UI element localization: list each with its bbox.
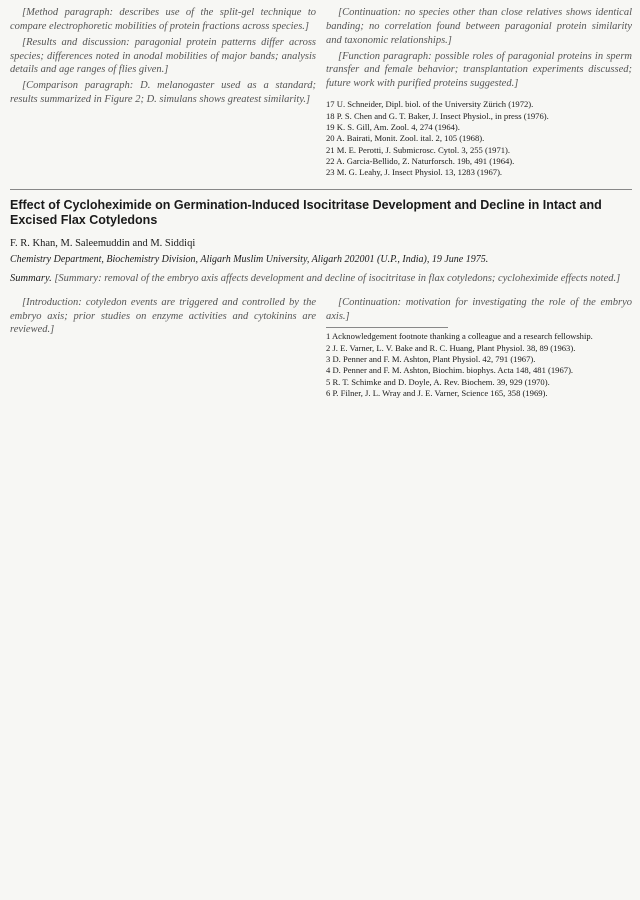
divider bbox=[10, 189, 632, 190]
reference: 21 M. E. Perotti, J. Submicrosc. Cytol. 3, 255 (1971). bbox=[326, 144, 511, 155]
paragraph: [Function paragraph: possible roles of paragonial proteins in sperm transfer and female behavior; transplantation experiments discussed; future work with purified proteins suggested.] bbox=[326, 50, 632, 90]
footnote: 2 J. E. Varner, L. V. Bake and R. C. Huang, Plant Physiol. 38, 89 (1963). bbox=[326, 342, 576, 353]
reference-list bbox=[326, 99, 632, 178]
article1-right-column bbox=[326, 6, 632, 179]
paragraph: [Introduction: cotyledon events are triggered and controlled by the embryo axis; prior studies on enzyme activities and cytokinins are reviewed.] bbox=[10, 296, 316, 336]
footnote: 6 P. Filner, J. L. Wray and J. E. Varner, Science 165, 358 (1969). bbox=[326, 388, 548, 399]
article2-body bbox=[10, 296, 632, 400]
footnote-list bbox=[326, 331, 632, 399]
article2-right-column bbox=[326, 296, 632, 400]
reference: 18 P. S. Chen and G. T. Baker, J. Insect Physiol., in press (1976). bbox=[326, 110, 549, 121]
article2-authors: F. R. Khan, M. Saleemuddin and M. Siddiqi bbox=[10, 237, 196, 249]
reference: 23 M. G. Leahy, J. Insect Physiol. 13, 1283 (1967). bbox=[326, 167, 503, 178]
article1-left-column bbox=[10, 6, 316, 179]
article2-left-column bbox=[10, 296, 316, 400]
reference: 17 U. Schneider, Dipl. biol. of the University Zürich (1972). bbox=[326, 99, 534, 110]
paragraph: [Comparison paragraph: D. melanogaster used as a standard; results summarized in Figure 2; D. simulans shows greatest similarity.] bbox=[10, 80, 316, 106]
paragraph: [Results and discussion: paragonial protein patterns differ across species; differences noted in anodal mobilities of major bands; analysis details and age ranges of flies given.] bbox=[10, 36, 316, 76]
footnote: 3 D. Penner and F. M. Ashton, Plant Physiol. 42, 791 (1967). bbox=[326, 354, 536, 365]
paragraph: [Method paragraph: describes use of the split-gel technique to compare electrophoretic mobilities of protein fractions across species.] bbox=[10, 7, 316, 32]
reference: 22 A. Garcia-Bellido, Z. Naturforsch. 19b, 491 (1964). bbox=[326, 155, 515, 166]
paragraph: [Continuation: no species other than close relatives shows identical banding; no correlation found between paragonial protein similarity and taxonomic relationships.] bbox=[326, 7, 632, 46]
footnote: 5 R. T. Schimke and D. Doyle, A. Rev. Biochem. 39, 929 (1970). bbox=[326, 376, 550, 387]
reference: 19 K. S. Gill, Am. Zool. 4, 274 (1964). bbox=[326, 121, 460, 132]
article2-title: Effect of Cycloheximide on Germination-Induced Isocitritase Development and Decline in Intact and Excised Flax Cotyledons bbox=[10, 197, 602, 228]
summary-text: [Summary: removal of the embryo axis affects development and decline of isocitritase in flax cotyledons; cycloheximide effects noted.] bbox=[54, 272, 621, 284]
paragraph: [Continuation: motivation for investigating the role of the embryo axis.] bbox=[326, 296, 632, 322]
article2-summary bbox=[10, 272, 632, 286]
article1-body bbox=[10, 6, 632, 179]
summary-label: Summary. bbox=[10, 272, 52, 284]
footnote-divider bbox=[326, 327, 448, 328]
article2-affiliation: Chemistry Department, Biochemistry Division, Aligarh Muslim University, Aligarh 202001 (U.P., India), 19 June 1975. bbox=[10, 253, 489, 265]
footnote: 4 D. Penner and F. M. Ashton, Biochim. biophys. Acta 148, 481 (1967). bbox=[326, 365, 574, 376]
reference: 20 A. Bairati, Monit. Zool. ital. 2, 105 (1968). bbox=[326, 133, 485, 144]
footnote: 1 Acknowledgement footnote thanking a colleague and a research fellowship. bbox=[326, 331, 593, 342]
